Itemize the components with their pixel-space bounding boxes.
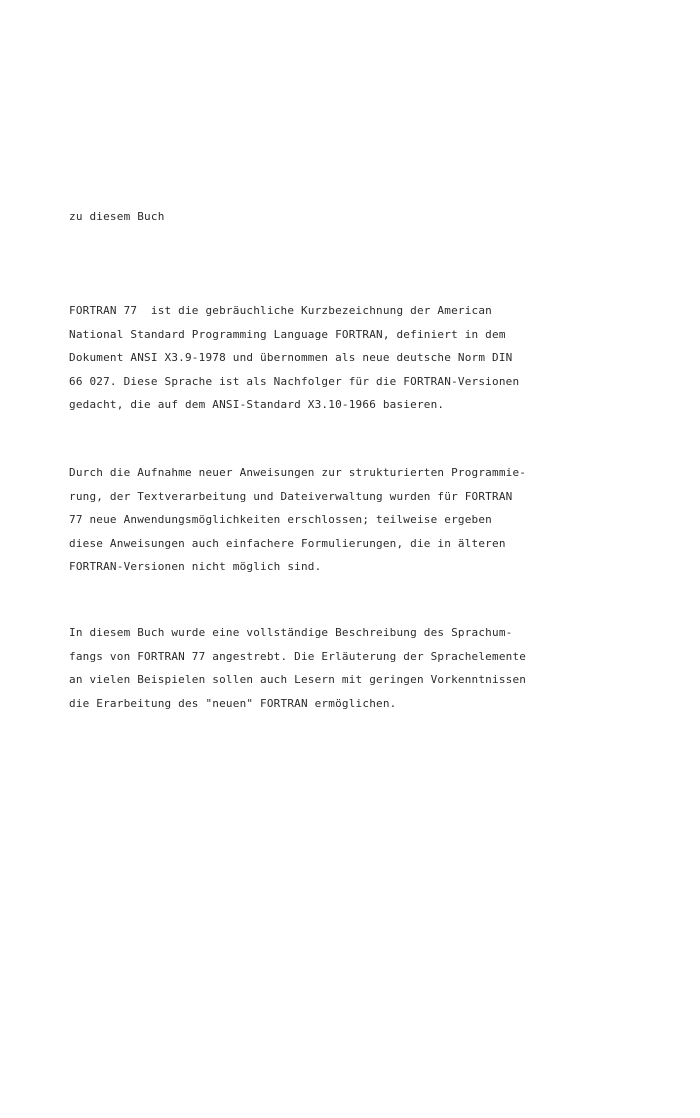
text-line: rung, der Textverarbeitung und Dateiverwaltung wurden für FORTRAN bbox=[69, 489, 513, 503]
section-heading: zu diesem Buch bbox=[69, 210, 165, 223]
text-line: diese Anweisungen auch einfachere Formulierungen, die in älteren bbox=[69, 536, 506, 550]
text-line: die Erarbeitung des "neuen" FORTRAN ermöglichen. bbox=[69, 696, 397, 710]
text-line: gedacht, die auf dem ANSI-Standard X3.10-1966 basieren. bbox=[69, 398, 445, 411]
text-line: In diesem Buch wurde eine vollständige Beschreibung des Sprachum- bbox=[69, 626, 513, 639]
text-line: fangs von FORTRAN 77 angestrebt. Die Erläuterung der Sprachelemente bbox=[69, 649, 527, 663]
text-line: Dokument ANSI X3.9-1978 und übernommen als neue deutsche Norm DIN bbox=[69, 351, 513, 364]
paragraph-book-scope bbox=[69, 621, 649, 715]
text-line: FORTRAN-Versionen nicht möglich sind. bbox=[69, 560, 322, 573]
text-line: FORTRAN 77 ist die gebräuchliche Kurzbezeichnung der American bbox=[69, 304, 492, 317]
text-line: National Standard Programming Language FORTRAN, definiert in dem bbox=[69, 327, 506, 341]
text-line: an vielen Beispielen sollen auch Lesern mit geringen Vorkenntnissen bbox=[69, 673, 527, 686]
paragraph-new-statements bbox=[69, 461, 649, 579]
paragraph-intro bbox=[69, 299, 649, 417]
text-line: Durch die Aufnahme neuer Anweisungen zur strukturierten Programmie- bbox=[69, 466, 527, 479]
text-line: 77 neue Anwendungsmöglichkeiten erschlossen; teilweise ergeben bbox=[69, 513, 492, 526]
text-line: 66 027. Diese Sprache ist als Nachfolger für die FORTRAN-Versionen bbox=[69, 374, 520, 388]
